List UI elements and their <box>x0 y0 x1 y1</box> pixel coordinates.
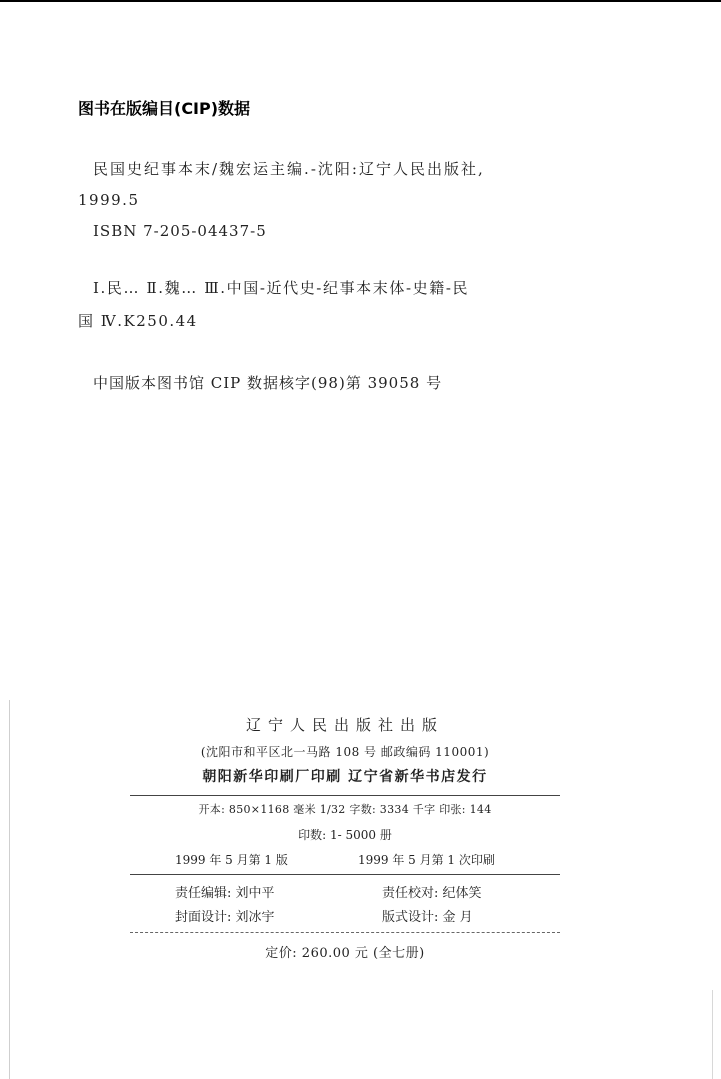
divider <box>130 795 560 796</box>
cip-entry-title-line: 民国史纪事本末/魏宏运主编.-沈阳:辽宁人民出版社, <box>93 160 485 178</box>
publisher-line: 辽宁人民出版社出版 <box>245 716 444 734</box>
left-scan-edge <box>9 700 10 1079</box>
cip-entry-date: 1999.5 <box>78 191 140 209</box>
format-spec: 开本: 850×1168 毫米 1/32 字数: 3334 千字 印张: 144 <box>198 803 492 816</box>
layout-design-credit: 版式设计: 金 月 <box>382 910 473 925</box>
top-border-line <box>0 0 721 2</box>
editor-credit: 责任编辑: 刘中平 <box>175 886 275 901</box>
cip-isbn: ISBN 7-205-04437-5 <box>93 222 267 240</box>
cip-subject-line: Ⅰ.民… Ⅱ.魏… Ⅲ.中国-近代史-纪事本末体-史籍-民 <box>93 279 470 297</box>
price: 定价: 260.00 元 (全七册) <box>265 946 425 961</box>
publisher-address: (沈阳市和平区北一马路 108 号 邮政编码 110001) <box>200 745 490 759</box>
cip-title: 图书在版编目(CIP)数据 <box>78 99 251 118</box>
cip-record-number: 中国版本图书馆 CIP 数据核字(98)第 39058 号 <box>93 374 443 392</box>
printer-distributor: 朝阳新华印刷厂印刷 辽宁省新华书店发行 <box>202 769 488 785</box>
printing-info: 1999 年 5 月第 1 次印刷 <box>358 853 495 867</box>
divider <box>130 874 560 875</box>
cip-classification: 国 Ⅳ.K250.44 <box>78 312 198 330</box>
dashed-divider <box>130 932 560 933</box>
edition-info: 1999 年 5 月第 1 版 <box>175 853 288 867</box>
cover-design-credit: 封面设计: 刘冰宇 <box>175 910 275 925</box>
print-count: 印数: 1- 5000 册 <box>298 828 392 842</box>
right-scan-edge <box>712 990 713 1079</box>
proofreader-credit: 责任校对: 纪体笑 <box>382 886 482 901</box>
